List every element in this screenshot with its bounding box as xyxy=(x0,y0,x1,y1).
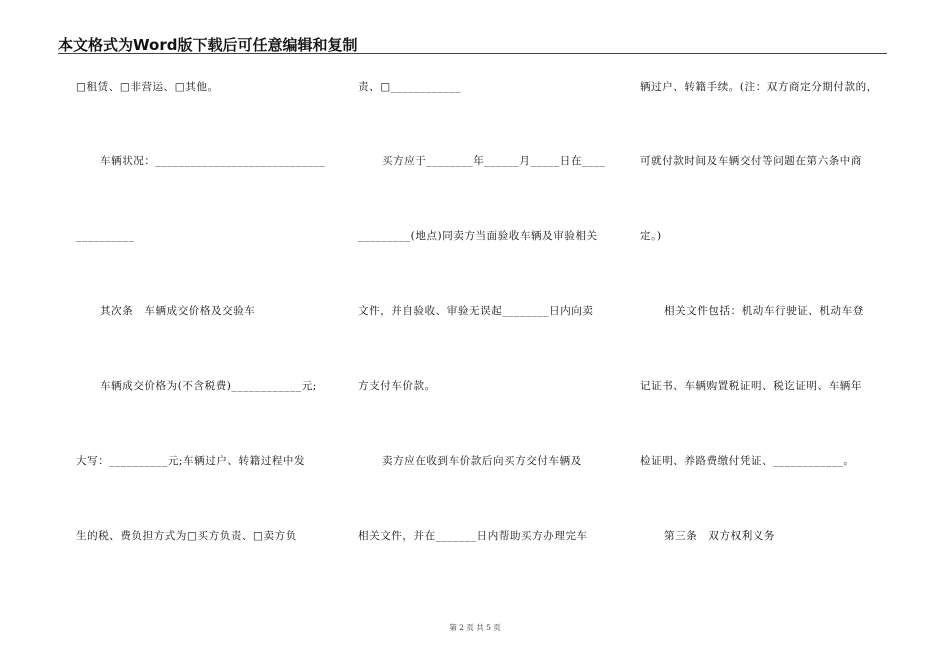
col1-line-2: 车辆状况：_____________________________ xyxy=(100,155,326,167)
col3-line-4: 相关文件包括：机动车行驶证、机动车登 xyxy=(664,305,864,317)
col3-line-1: 辆过户、转籍手续。(注：双方商定分期付款的， xyxy=(640,81,878,93)
col3-line-6: 检证明、养路费缴付凭证、____________。 xyxy=(640,455,855,467)
col2-line-5: 方支付车价款。 xyxy=(358,380,436,392)
col2-line-2: 买方应于________年______月_____日在____ xyxy=(382,155,606,167)
col1-line-5: 车辆成交价格为(不含税费)____________元; xyxy=(100,380,317,392)
col2-line-7: 相关文件，并在_______日内帮助买方办理完车 xyxy=(358,530,588,542)
col3-line-3: 定。) xyxy=(640,230,662,242)
col1-line-7: 生的税、费负担方式为□买方负责、□卖方负 xyxy=(76,530,297,542)
col1-line-3: __________ xyxy=(76,230,135,242)
col2-line-4: 文件，并自验收、审验无误起________日内向卖 xyxy=(358,305,594,317)
col1-line-1: □租赁、□非营运、□其他。 xyxy=(76,81,219,93)
col3-line-2: 可就付款时间及车辆交付等问题在第六条中商 xyxy=(640,155,862,167)
col3-line-7: 第三条 双方权利义务 xyxy=(664,530,775,542)
col2-line-1: 责、□____________ xyxy=(358,81,461,93)
col3-line-5: 记证书、车辆购置税证明、税讫证明、车辆年 xyxy=(640,380,862,392)
document-header-title: 本文格式为Word版下载后可任意编辑和复制 xyxy=(58,36,358,54)
col1-line-6: 大写：__________元;车辆过户、转籍过程中发 xyxy=(76,455,306,467)
header-divider xyxy=(58,53,887,54)
col1-line-4: 其次条 车辆成交价格及交验车 xyxy=(100,305,256,317)
page-number-footer: 第 2 页 共 5 页 xyxy=(449,623,501,632)
col2-line-3: _________(地点)同卖方当面验收车辆及审验相关 xyxy=(358,230,598,242)
col2-line-6: 卖方应在收到车价款后向买方交付车辆及 xyxy=(382,455,582,467)
